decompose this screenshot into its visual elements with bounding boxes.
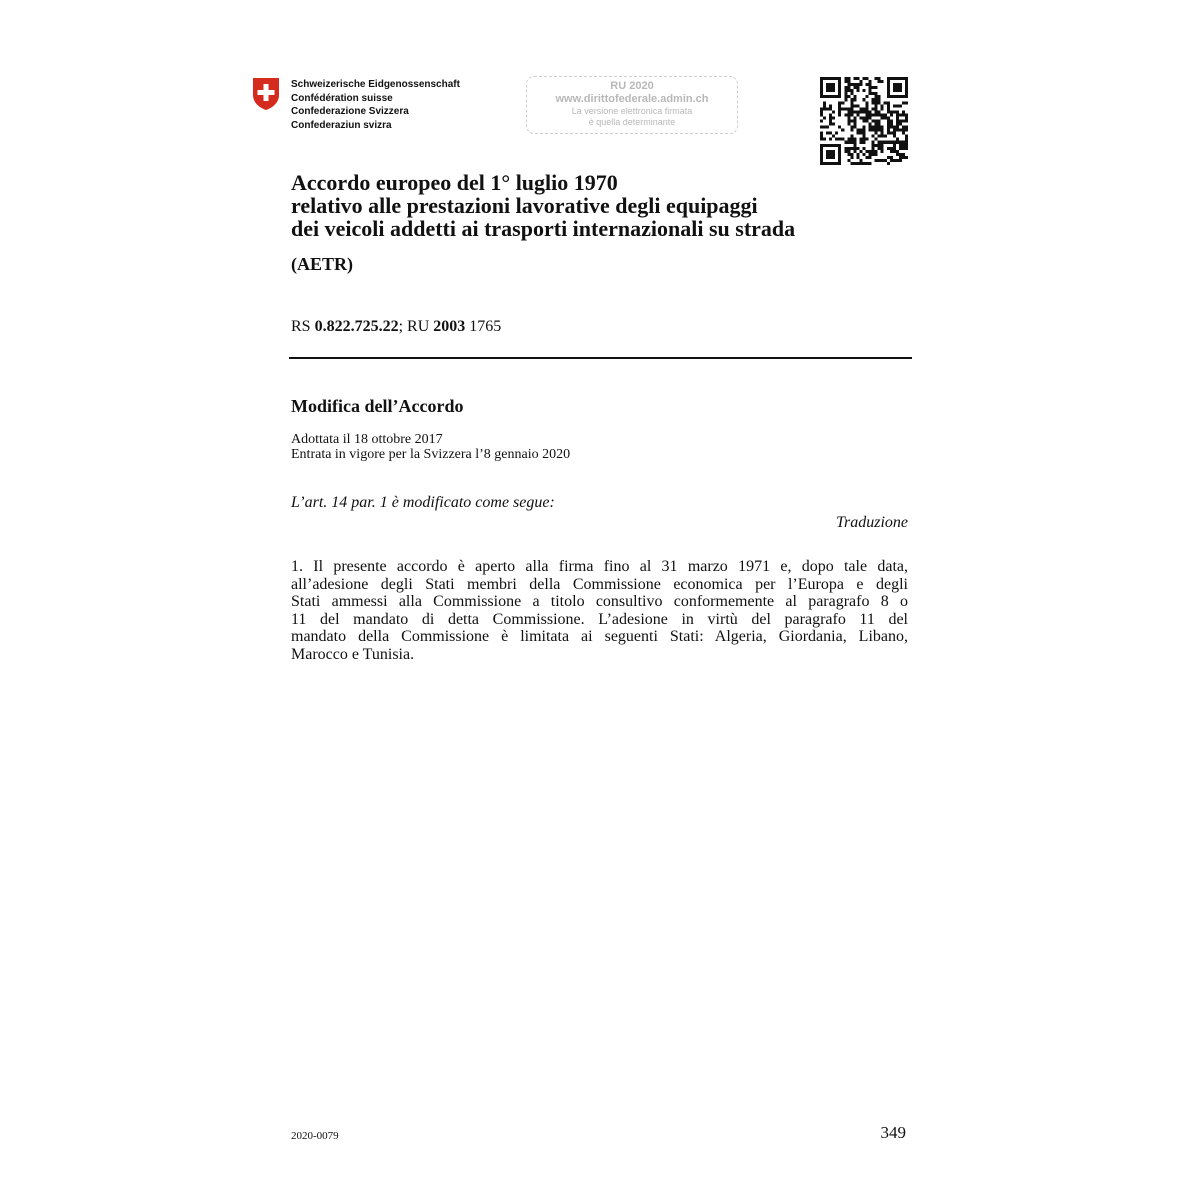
paragraph-line: Marocco e Tunisia. xyxy=(291,645,415,663)
confederation-name-rm: Confederaziun svizra xyxy=(291,119,392,131)
document-acronym: (AETR) xyxy=(291,254,353,274)
section-title: Modifica dell’Accordo xyxy=(291,396,464,416)
title-line-1: Accordo europeo del 1° luglio 1970 xyxy=(291,170,618,195)
page-number: 349 xyxy=(880,1123,906,1142)
ru-year: 2003 xyxy=(433,318,466,335)
title-line-2: relativo alle prestazioni lavorative degli equipaggi xyxy=(291,193,758,218)
qr-code-icon xyxy=(820,77,908,165)
title-line-3: dei veicoli addetti ai trasporti internazionali su strada xyxy=(291,216,796,241)
paragraph-line: 11 del mandato di detta Commissione. L’adesione in virtù del paragrafo 11 del xyxy=(291,610,908,628)
paragraph-line: 1. Il presente accordo è aperto alla firma fino al 31 marzo 1971 e, dopo tale data, xyxy=(291,558,908,575)
confederation-name-de: Schweizerische Eidgenossenschaft xyxy=(291,79,460,90)
confederation-names xyxy=(291,78,460,132)
stamp-url[interactable]: www.dirittofederale.admin.ch xyxy=(555,93,709,105)
stamp-note-1: La versione elettronica firmata xyxy=(571,106,693,116)
adoption-dates xyxy=(291,432,570,462)
stamp-note-2: è quella determinante xyxy=(588,117,676,127)
amended-paragraph xyxy=(291,558,908,664)
ru-page: 1765 xyxy=(465,318,502,335)
publication-stamp xyxy=(526,76,738,134)
in-force-date: Entrata in vigore per la Svizzera l’8 gennaio 2020 xyxy=(291,447,571,462)
confederation-name-fr: Confédération suisse xyxy=(291,92,393,104)
rs-prefix: RS xyxy=(291,318,315,335)
reference-line xyxy=(291,318,501,336)
swiss-shield-logo-icon xyxy=(251,77,281,111)
adopted-date: Adottata il 18 ottobre 2017 xyxy=(291,432,443,447)
horizontal-divider xyxy=(289,357,912,359)
ru-prefix: ; RU xyxy=(398,318,434,335)
document-code: 2020-0079 xyxy=(291,1130,339,1142)
paragraph-line: mandato della Commissione è limitata ai seguenti Stati: Algeria, Giordania, Libano, xyxy=(291,628,908,646)
stamp-ru: RU 2020 xyxy=(610,80,654,92)
confederation-name-it: Confederazione Svizzera xyxy=(291,106,409,117)
amendment-intro: L’art. 14 par. 1 è modificato come segue: xyxy=(291,494,555,511)
document-title xyxy=(291,171,795,240)
paragraph-line: all’adesione degli Stati membri della Commissione economica per l’Europa e degli xyxy=(291,575,908,593)
rs-number: 0.822.725.22 xyxy=(314,318,399,335)
paragraph-line: Stati ammessi alla Commissione a titolo consultivo conformemente al paragrafo 8 o xyxy=(291,593,908,611)
translation-label: Traduzione xyxy=(835,514,908,531)
